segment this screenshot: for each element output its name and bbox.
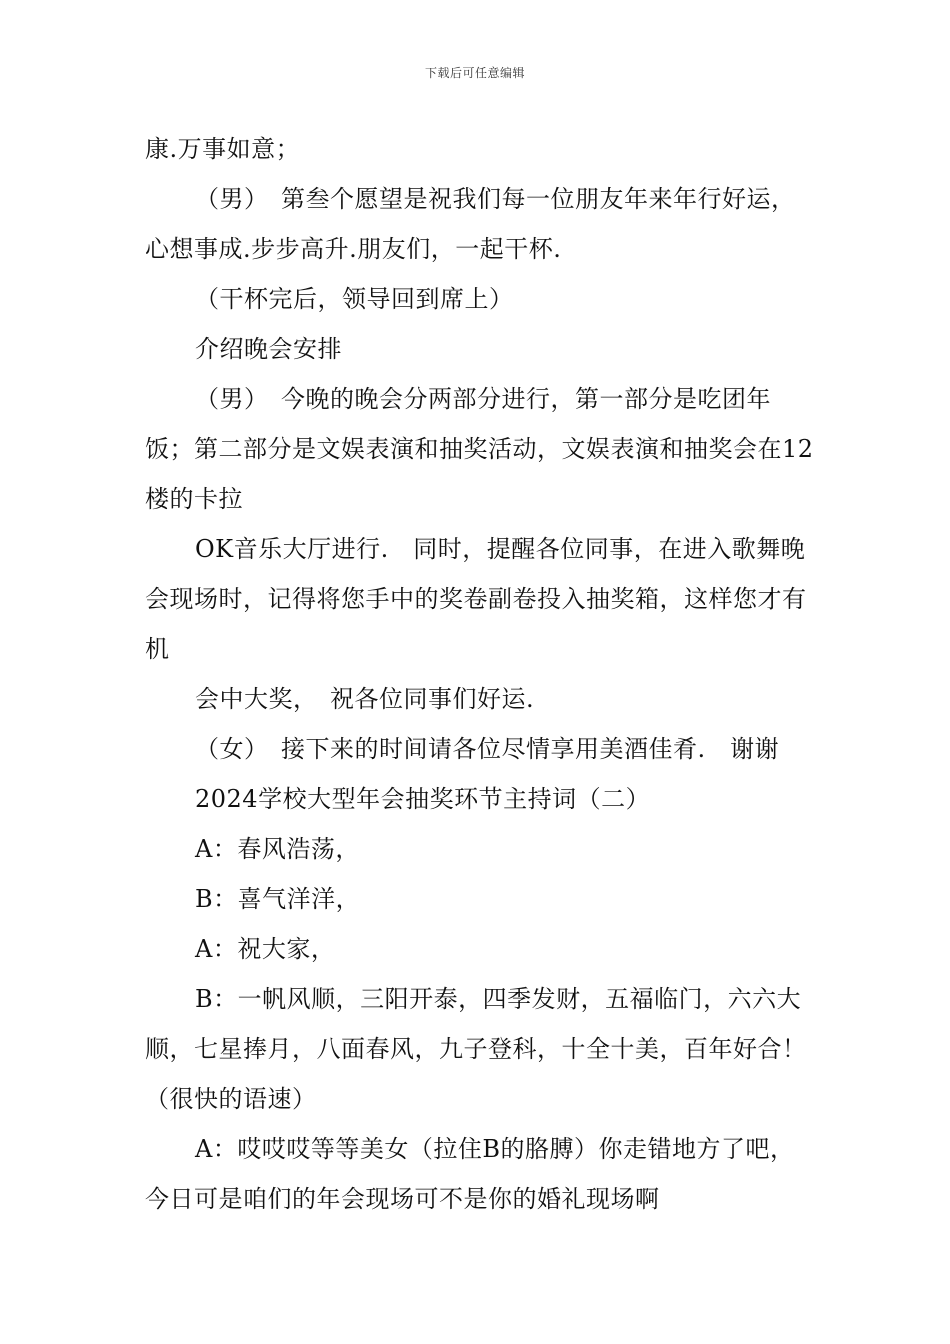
paragraph-4: 介绍晚会安排 xyxy=(195,335,342,363)
paragraph-14: A：哎哎哎等等美女（拉住B的胳膊）你走错地方了吧，今日可是咱们的年会现场可不是你的婚礼现场啊 xyxy=(145,1135,795,1213)
paragraph-3: （干杯完后，领导回到席上） xyxy=(195,285,514,313)
paragraph-6: OK音乐大厅进行. 同时，提醒各位同事，在进入歌舞晚会现场时，记得将您手中的奖卷副卷投入抽奖箱，这样您才有机 xyxy=(145,535,807,663)
paragraph-10: A：春风浩荡， xyxy=(195,835,360,863)
paragraph-8: （女） 接下来的时间请各位尽情享用美酒佳肴. 谢谢 xyxy=(195,735,780,763)
paragraph-1: 康.万事如意； xyxy=(145,135,301,163)
paragraph-12: A：祝大家， xyxy=(195,935,336,963)
paragraph-13: B：一帆风顺，三阳开泰，四季发财，五福临门，六六大顺，七星捧月，八面春风，九子登科，十全十美，百年好合！（很快的语速） xyxy=(145,985,807,1113)
paragraph-5: （男） 今晚的晚会分两部分进行，第一部分是吃团年饭；第二部分是文娱表演和抽奖活动，文娱表演和抽奖会在12楼的卡拉 xyxy=(145,385,814,513)
paragraph-7: 会中大奖， 祝各位同事们好运. xyxy=(195,685,535,713)
paragraph-2: （男） 第叁个愿望是祝我们每一位朋友年来年行好运，心想事成.步步高升.朋友们，一起干杯. xyxy=(145,185,796,263)
document-body xyxy=(145,124,815,1224)
paragraph-11: B：喜气洋洋， xyxy=(195,885,361,913)
page-header: 下载后可任意编辑 xyxy=(424,66,525,80)
section-title: 2024学校大型年会抽奖环节主持词（二） xyxy=(195,785,651,813)
